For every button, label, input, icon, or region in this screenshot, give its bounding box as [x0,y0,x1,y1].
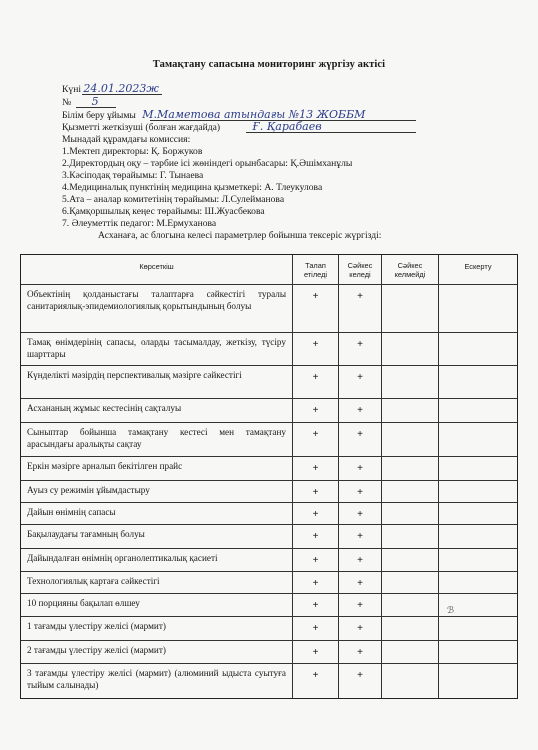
table-row [21,333,517,366]
indicator-cell: Еркін мәзірге арналып бекітілген прайс [21,457,293,480]
note-cell [439,399,517,422]
compliant-cell: + [339,399,382,422]
note-cell [439,572,517,593]
non-compliant-cell [382,503,439,524]
non-compliant-cell [382,594,439,616]
note-cell [439,617,517,640]
indicator-cell: Объектінің қолданыстағы талаптарға сәйкестігі туралы санитариялық-эпидемиологиялық қорытындының болуы [21,285,293,332]
compliant-cell: + [339,594,382,616]
required-cell: + [293,366,339,398]
table-row [21,641,517,664]
compliant-cell: + [339,664,382,698]
table-header-row [21,255,517,285]
required-cell: + [293,594,339,616]
indicator-cell: 10 порцияны бақылап өлшеу [21,594,293,616]
document-title: Тамақтану сапасына мониторинг жүргізу актісі [152,59,386,70]
compliant-cell: + [339,457,382,480]
compliant-cell: + [339,481,382,502]
indicator-cell: Дайын өнімнің сапасы [21,503,293,524]
table-row [21,594,517,617]
commission-member: 6.Қамқоршылық кеңес төрайымы: Ш.Жуасбекова [62,206,265,217]
non-compliant-cell [382,333,439,365]
indicator-cell: Сыныптар бойынша тамақтану кестесі мен тамақтану арасындағы аралықты сақтау [21,423,293,456]
required-cell: + [293,423,339,456]
commission-member: 4.Медициналық пунктінің медицина қызметкері: А. Тлеукулова [62,182,323,193]
table-row [21,664,517,698]
header-compliant: Сәйкес келеді [339,255,382,284]
inspection-intro: Асханаға, ас блогына келесі параметрлер бойынша тексеріс жүргізді: [98,230,382,241]
non-compliant-cell [382,641,439,663]
indicator-cell: Дайындалған өнімнің органолептикалық қасиеті [21,549,293,571]
compliant-cell: + [339,617,382,640]
table-row [21,525,517,549]
note-cell [439,457,517,480]
note-cell [439,641,517,663]
commission-member: 2.Директордың оқу – тәрбие ісі жөніндегі орынбасары: Қ.Әшімханұлы [62,158,353,169]
date-value: 24.01.2023ж [83,82,159,95]
note-cell [439,285,517,332]
note-cell [439,503,517,524]
compliant-cell: + [339,503,382,524]
margin-mark: ℬ [447,606,455,616]
table-row [21,481,517,503]
indicator-cell: Күнделікті мәзірдің перспективалық мәзірге сәйкестігі [21,366,293,398]
required-cell: + [293,617,339,640]
table-row [21,617,517,641]
compliant-cell: + [339,549,382,571]
header-required: Талап етіледі [293,255,339,284]
required-cell: + [293,481,339,502]
header-non-compliant: Сәйкес келмейді [382,255,439,284]
compliant-cell: + [339,641,382,663]
commission-member: 1.Мектеп директоры: Қ. Боржуков [62,146,203,157]
note-cell [439,525,517,548]
table-row [21,572,517,594]
education-body-value: М.Маметова атындағы №13 ЖОББМ [142,108,366,121]
non-compliant-cell [382,399,439,422]
service-provider-label: Қызметті жеткізуші (болған жағдайда) [62,122,221,133]
note-cell [439,481,517,502]
education-body-label: Білім беру ұйымы [62,110,136,121]
non-compliant-cell [382,617,439,640]
note-cell [439,423,517,456]
compliant-cell: + [339,285,382,332]
table-row [21,549,517,572]
indicator-cell: Асхананың жұмыс кестесінің сақталуы [21,399,293,422]
compliant-cell: + [339,366,382,398]
indicator-cell: 3 тағамды үлестіру желісі (мармит) (алюминий ыдыста суытуға тыйым салынады) [21,664,293,698]
table-row [21,457,517,481]
note-cell [439,549,517,571]
compliant-cell: + [339,423,382,456]
table-row [21,503,517,525]
non-compliant-cell [382,423,439,456]
indicator-cell: Бақылаудағы тағамның болуы [21,525,293,548]
service-provider-value: Ғ. Қарабаев [252,120,322,133]
required-cell: + [293,664,339,698]
compliant-cell: + [339,572,382,593]
service-provider-underline [246,132,416,133]
table-row [21,423,517,457]
required-cell: + [293,399,339,422]
indicator-cell: Тамақ өнімдерінің сапасы, оларды тасымалдау, жеткізу, түсіру шарттары [21,333,293,365]
indicator-cell: 1 тағамды үлестіру желісі (мармит) [21,617,293,640]
required-cell: + [293,525,339,548]
compliant-cell: + [339,525,382,548]
indicator-cell: Ауыз су режимін ұйымдастыру [21,481,293,502]
non-compliant-cell [382,572,439,593]
non-compliant-cell [382,285,439,332]
required-cell: + [293,333,339,365]
note-cell [439,366,517,398]
non-compliant-cell [382,481,439,502]
non-compliant-cell [382,366,439,398]
non-compliant-cell [382,525,439,548]
indicator-cell: Технологиялық картаға сәйкестігі [21,572,293,593]
non-compliant-cell [382,549,439,571]
table-row [21,366,517,399]
note-cell [439,333,517,365]
header-note: Ескерту [464,262,492,271]
non-compliant-cell [382,457,439,480]
required-cell: + [293,457,339,480]
header-indicator: Көрсеткіш [21,255,293,284]
commission-member: 5.Ата – аналар комитетінің төрайымы: Л.Сулейманова [62,194,285,205]
inspection-table [20,254,518,699]
commission-member: 7. Әлеуметтік педагог: М.Ермуханова [62,218,217,229]
note-cell [439,664,517,698]
table-row [21,399,517,423]
indicator-cell: 2 тағамды үлестіру желісі (мармит) [21,641,293,663]
commission-intro: Мынадай құрамдағы комиссия: [62,134,191,145]
number-underline [76,107,116,108]
required-cell: + [293,572,339,593]
compliant-cell: + [339,333,382,365]
number-value: 5 [91,95,99,108]
table-row [21,285,517,333]
required-cell: + [293,641,339,663]
required-cell: + [293,549,339,571]
required-cell: + [293,503,339,524]
non-compliant-cell [382,664,439,698]
commission-member: 3.Кәсіподақ төрайымы: Г. Тынаева [62,170,204,181]
number-label: № [62,97,72,108]
required-cell: + [293,285,339,332]
date-label: Күні [62,84,81,95]
